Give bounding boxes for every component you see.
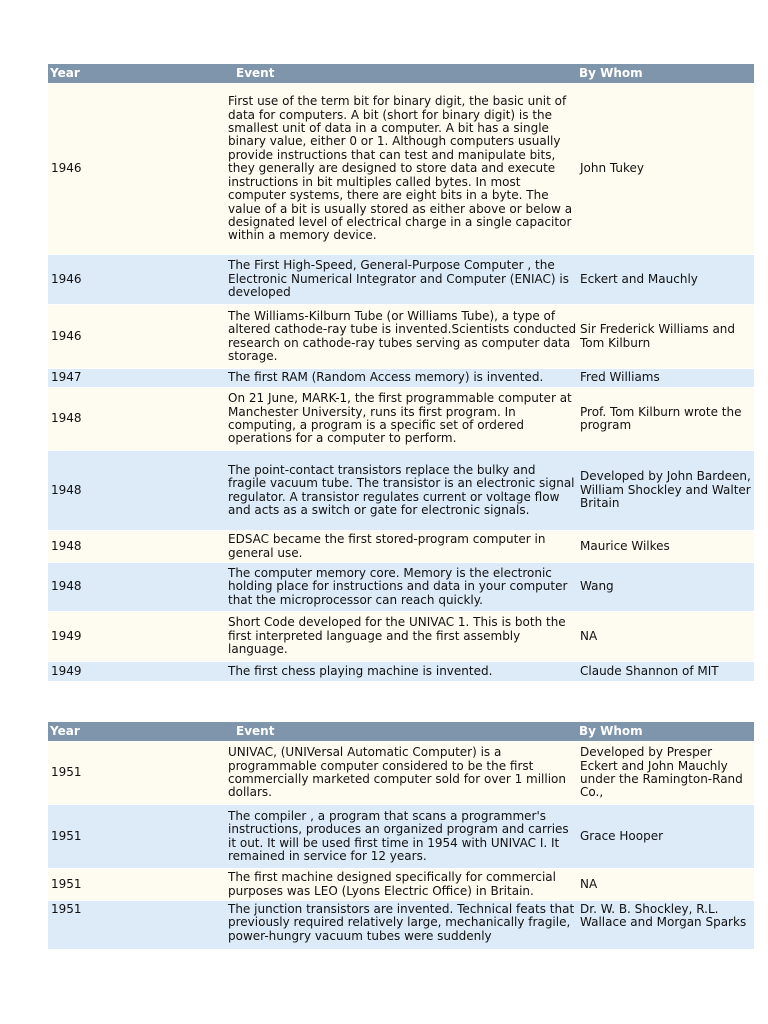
- by-whom-cell: Fred Williams: [580, 370, 660, 385]
- table-row: [48, 531, 754, 563]
- by-whom-cell: NA: [580, 628, 598, 643]
- event-cell: The First High-Speed, General-Purpose Computer , the Electronic Numerical Integrator and Computer (ENIAC) is developed: [228, 258, 570, 300]
- table-row: [48, 742, 754, 805]
- year-cell: 1946: [51, 328, 82, 343]
- year-cell: 1948: [51, 482, 82, 497]
- history-table-2: [48, 722, 754, 949]
- by-whom-cell: Eckert and Mauchly: [580, 271, 698, 286]
- year-cell: 1946: [51, 161, 82, 176]
- event-cell: The junction transistors are invented. Technical feats that previously required relatively large, mechanically fragile, power-hungry vacuum tubes were suddenly: [228, 902, 575, 943]
- table-header-row: [48, 722, 754, 742]
- header-year: Year: [48, 722, 227, 742]
- event-cell: The point-contact transistors replace the bulky and fragile vacuum tube. The transistor is an electronic signal regulator. A transistor regulates current or voltage flow and acts as a switch or gate for electronic signals.: [228, 462, 575, 517]
- by-whom-cell: Sir Frederick Williams and Tom Kilburn: [580, 322, 736, 350]
- event-cell: The Williams-Kilburn Tube (or Williams Tube), a type of altered cathode-ray tube is invented.Scientists conducted research on cathode-ray tubes serving as computer data storage.: [228, 308, 577, 363]
- header-year: Year: [48, 64, 227, 84]
- year-cell: 1949: [51, 628, 82, 643]
- by-whom-cell: Grace Hooper: [580, 828, 664, 843]
- table-row: [48, 869, 754, 901]
- table-header-row: [48, 64, 754, 84]
- event-cell: On 21 June, MARK-1, the first programmable computer at Manchester University, runs its first program. In computing, a program is a specific set of ordered operations for a computer to perform.: [228, 391, 572, 446]
- by-whom-cell: Wang: [580, 579, 614, 594]
- by-whom-cell: John Tukey: [580, 161, 645, 176]
- by-whom-cell: Prof. Tom Kilburn wrote the program: [580, 404, 742, 432]
- event-cell: The first machine designed specifically for commercial purposes was LEO (Lyons Electric Office) in Britain.: [228, 870, 556, 898]
- table-row: [48, 305, 754, 369]
- year-cell: 1948: [51, 538, 82, 553]
- year-cell: 1946: [51, 271, 82, 286]
- by-whom-cell: Dr. W. B. Shockley, R.L. Wallace and Morgan Sparks: [580, 902, 747, 930]
- by-whom-cell: Maurice Wilkes: [580, 538, 670, 553]
- history-table-1: [48, 64, 754, 681]
- by-whom-cell: Developed by Presper Eckert and John Mauchly under the Ramington-Rand Co.,: [580, 745, 743, 800]
- table-row: [48, 612, 754, 662]
- table-row: [48, 255, 754, 305]
- year-cell: 1951: [51, 828, 82, 843]
- year-cell: 1947: [51, 370, 82, 385]
- event-cell: EDSAC became the first stored-program computer in general use.: [228, 532, 546, 560]
- year-cell: 1948: [51, 411, 82, 426]
- table-row: [48, 84, 754, 255]
- year-cell: 1951: [51, 876, 82, 891]
- by-whom-cell: NA: [580, 876, 598, 891]
- year-cell: 1951: [51, 765, 82, 780]
- header-by-whom: By Whom: [577, 64, 754, 84]
- event-cell: The first chess playing machine is invented.: [228, 663, 493, 678]
- table-row: [48, 805, 754, 869]
- by-whom-cell: Developed by John Bardeen, William Shockley and Walter Britain: [580, 469, 751, 511]
- event-cell: The computer memory core. Memory is the electronic holding place for instructions and data in your computer that the microprocessor can reach quickly.: [228, 565, 568, 607]
- year-cell: 1948: [51, 579, 82, 594]
- table-row: [48, 388, 754, 451]
- header-by-whom: By Whom: [577, 722, 754, 742]
- header-event: Event: [227, 64, 577, 84]
- year-cell: 1951: [51, 902, 82, 916]
- table-row: [48, 369, 754, 388]
- event-cell: The first RAM (Random Access memory) is invented.: [228, 370, 544, 385]
- table-row: [48, 901, 754, 949]
- header-event: Event: [227, 722, 577, 742]
- table-row: [48, 451, 754, 531]
- by-whom-cell: Claude Shannon of MIT: [580, 663, 719, 678]
- table-row: [48, 662, 754, 681]
- event-cell: UNIVAC, (UNIVersal Automatic Computer) is a programmable computer considered to be the first commercially marketed computer sold for over 1 million dollars.: [228, 745, 566, 800]
- table-row: [48, 563, 754, 612]
- event-cell: First use of the term bit for binary digit, the basic unit of data for computers. A bit (short for binary digit) is the smallest unit of data in a computer. A bit has a single binary value, either 0 or 1. Although computers usually provide instructions that can test and manipulate bits, they generally are designed to store data and execute instructions in bit multiples called bytes. In most computer systems, there are eight bits in a byte. The value of a bit is usually stored as either above or below a designated level of electrical charge in a single capacitor within a memory device.: [228, 94, 573, 243]
- event-cell: The compiler , a program that scans a programmer's instructions, produces an organized program and carries it out. It will be used first time in 1954 with UNIVAC I. It remained in service for 12 years.: [228, 808, 569, 863]
- year-cell: 1949: [51, 663, 82, 678]
- event-cell: Short Code developed for the UNIVAC 1. This is both the first interpreted language and the first assembly language.: [228, 615, 566, 657]
